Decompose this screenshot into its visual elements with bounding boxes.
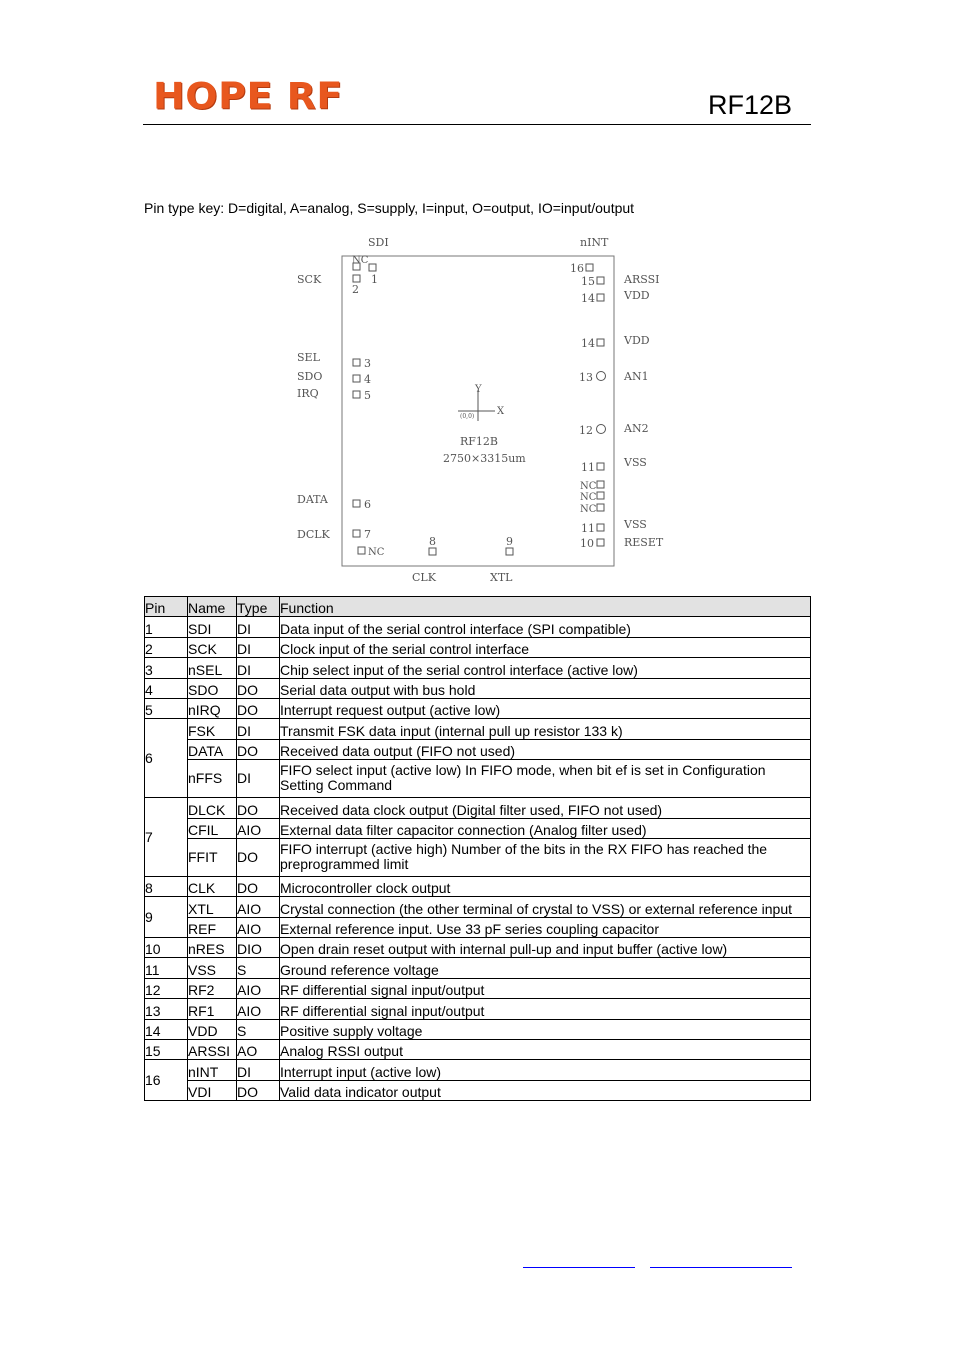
header-function: Function [280, 597, 811, 617]
cell-name: SDO [188, 678, 237, 698]
label-sck: SCK [297, 273, 322, 286]
cell-function: External data filter capacitor connection (Analog filter used) [280, 818, 811, 838]
cell-pin: 6 [145, 719, 188, 798]
cell-type: DIO [237, 938, 280, 958]
cell-pin: 3 [145, 658, 188, 678]
pad-2 [353, 275, 360, 282]
cell-type: DO [237, 838, 280, 876]
cell-name: nIRQ [188, 698, 237, 718]
pad-13 [597, 372, 606, 381]
pad-7 [353, 530, 360, 537]
cell-function: Interrupt request output (active low) [280, 698, 811, 718]
table-row [145, 678, 811, 698]
cell-type: DO [237, 1080, 280, 1100]
header-rule [143, 124, 811, 125]
cell-name: nSEL [188, 658, 237, 678]
label-clk: CLK [412, 571, 436, 584]
pad-nc-r2 [597, 492, 604, 499]
document-title: RF12B [707, 90, 792, 120]
cell-type: DO [237, 678, 280, 698]
pad-nc-bottom [358, 547, 365, 554]
label-reset: RESET [624, 536, 664, 549]
label-vdd-1: VDD [624, 289, 650, 302]
label-sdo: SDO [297, 370, 323, 383]
pin-number-14a: 14 [581, 292, 595, 305]
cell-type: AIO [237, 917, 280, 937]
pad-10 [597, 539, 604, 546]
pad-nc-r1 [597, 481, 604, 488]
table-row [145, 917, 811, 937]
cell-type: DO [237, 739, 280, 759]
axis-x-label: X [497, 406, 505, 417]
table-row [145, 658, 811, 678]
cell-pin: 12 [145, 978, 188, 998]
label-xtl: XTL [490, 571, 513, 584]
pad-9 [506, 548, 513, 555]
table-row [145, 798, 811, 818]
cell-function: Open drain reset output with internal pull-up and input buffer (active low) [280, 938, 811, 958]
cell-pin: 14 [145, 1019, 188, 1039]
pad-4 [353, 375, 360, 382]
cell-function: Interrupt input (active low) [280, 1060, 811, 1080]
label-data: DATA [297, 493, 328, 506]
cell-name: CFIL [188, 818, 237, 838]
footer-link-2[interactable] [650, 1267, 792, 1268]
cell-name: FFIT [188, 838, 237, 876]
label-vss-1: VSS [624, 456, 647, 469]
pin-number-7: 7 [364, 528, 371, 541]
table-row [145, 698, 811, 718]
cell-type: DO [237, 798, 280, 818]
pin-table [144, 596, 811, 1101]
table-row [145, 978, 811, 998]
cell-name: VDD [188, 1019, 237, 1039]
label-vdd-2: VDD [624, 334, 650, 347]
cell-function: Serial data output with bus hold [280, 678, 811, 698]
table-row [145, 739, 811, 759]
cell-function: RF differential signal input/output [280, 999, 811, 1019]
pin-number-3: 3 [364, 357, 371, 370]
cell-type: AIO [237, 897, 280, 917]
table-row [145, 838, 811, 876]
cell-pin: 9 [145, 897, 188, 938]
cell-type: DI [237, 658, 280, 678]
table-row [145, 1060, 811, 1080]
table-row [145, 876, 811, 896]
cell-name: VSS [188, 958, 237, 978]
table-row [145, 1019, 811, 1039]
table-row [145, 938, 811, 958]
pad-11b [597, 524, 604, 531]
table-header-row [145, 597, 811, 617]
cell-name: RF2 [188, 978, 237, 998]
cell-type: DI [237, 760, 280, 798]
cell-type: DI [237, 617, 280, 637]
pin-type-key: Pin type key: D=digital, A=analog, S=supply, I=input, O=output, IO=input/output [144, 200, 635, 216]
cell-pin: 10 [145, 938, 188, 958]
cell-name: XTL [188, 897, 237, 917]
cell-function: Valid data indicator output [280, 1080, 811, 1100]
cell-function: External reference input. Use 33 pF series coupling capacitor [280, 917, 811, 937]
table-row [145, 818, 811, 838]
label-vss-2: VSS [624, 518, 647, 531]
pad-nc-r3 [597, 504, 604, 511]
table-row [145, 1040, 811, 1060]
cell-name: RF1 [188, 999, 237, 1019]
header-pin: Pin [145, 597, 188, 617]
pin-number-12: 12 [579, 424, 593, 437]
table-row [145, 1080, 811, 1100]
pin-number-13: 13 [579, 371, 593, 384]
pin-number-6: 6 [364, 498, 371, 511]
cell-function: RF differential signal input/output [280, 978, 811, 998]
pad-16 [586, 264, 593, 271]
label-an1: AN1 [624, 370, 649, 383]
cell-pin: 2 [145, 637, 188, 657]
cell-function: Data input of the serial control interface (SPI compatible) [280, 617, 811, 637]
pin-number-11a: 11 [581, 461, 595, 474]
cell-function: Received data clock output (Digital filter used, FIFO not used) [280, 798, 811, 818]
cell-name: nRES [188, 938, 237, 958]
cell-pin: 5 [145, 698, 188, 718]
pin-number-1: 1 [371, 273, 378, 286]
cell-function: Analog RSSI output [280, 1040, 811, 1060]
cell-pin: 11 [145, 958, 188, 978]
cell-type: S [237, 958, 280, 978]
pad-15 [597, 277, 604, 284]
pad-12 [597, 425, 606, 434]
cell-name: SDI [188, 617, 237, 637]
cell-function: Received data output (FIFO not used) [280, 739, 811, 759]
chip-size: 2750×3315um [443, 452, 526, 465]
cell-type: AIO [237, 818, 280, 838]
cell-type: DI [237, 719, 280, 739]
pin-number-15: 15 [581, 275, 595, 288]
nc-label-r2: NC [580, 492, 597, 503]
label-irq: IRQ [297, 387, 319, 400]
cell-function: Positive supply voltage [280, 1019, 811, 1039]
cell-name: nINT [188, 1060, 237, 1080]
pad-5 [353, 391, 360, 398]
pin-number-9: 9 [506, 535, 513, 548]
table-row [145, 719, 811, 739]
cell-function: Microcontroller clock output [280, 876, 811, 896]
pad-14b [597, 339, 604, 346]
cell-type: DO [237, 876, 280, 896]
cell-function: Ground reference voltage [280, 958, 811, 978]
cell-name: REF [188, 917, 237, 937]
cell-type: S [237, 1019, 280, 1039]
cell-pin: 1 [145, 617, 188, 637]
pin-diagram [290, 232, 670, 592]
pad-1 [369, 264, 376, 271]
cell-function: FIFO select input (active low) In FIFO mode, when bit ef is set in Configuration Setting Command [280, 760, 811, 798]
cell-pin: 8 [145, 876, 188, 896]
table-row [145, 617, 811, 637]
cell-function: Clock input of the serial control interface [280, 637, 811, 657]
label-sdi: SDI [368, 236, 389, 249]
pad-11a [597, 463, 604, 470]
nc-label-top: NC [352, 255, 369, 266]
cell-pin: 15 [145, 1040, 188, 1060]
cell-type: AIO [237, 999, 280, 1019]
label-an2: AN2 [624, 422, 649, 435]
table-row [145, 637, 811, 657]
cell-name: SCK [188, 637, 237, 657]
pin-number-2: 2 [352, 283, 359, 296]
cell-name: DATA [188, 739, 237, 759]
cell-function: Crystal connection (the other terminal of crystal to VSS) or external reference input [280, 897, 811, 917]
pin-number-8: 8 [429, 535, 436, 548]
brand-logo: HOPE RF [153, 75, 343, 117]
cell-name: DLCK [188, 798, 237, 818]
cell-pin: 13 [145, 999, 188, 1019]
pin-number-10: 10 [580, 537, 594, 550]
cell-name: nFFS [188, 760, 237, 798]
cell-name: ARSSI [188, 1040, 237, 1060]
nc-label-bottom: NC [368, 547, 385, 558]
cell-function: FIFO interrupt (active high) Number of the bits in the RX FIFO has reached the preprogrammed limit [280, 838, 811, 876]
cell-type: AO [237, 1040, 280, 1060]
table-row [145, 897, 811, 917]
table-row [145, 760, 811, 798]
header-name: Name [188, 597, 237, 617]
cell-pin: 4 [145, 678, 188, 698]
header-type: Type [237, 597, 280, 617]
label-nint: nINT [580, 236, 609, 249]
cell-type: DI [237, 637, 280, 657]
cell-name: VDI [188, 1080, 237, 1100]
nc-label-r1: NC [580, 481, 597, 492]
pin-number-5: 5 [364, 389, 371, 402]
cell-pin: 16 [145, 1060, 188, 1101]
label-dclk: DCLK [297, 528, 330, 541]
pin-number-11b: 11 [581, 522, 595, 535]
cell-type: AIO [237, 978, 280, 998]
cell-name: FSK [188, 719, 237, 739]
pad-14a [597, 294, 604, 301]
axis-y-label: Y [475, 384, 482, 395]
nc-label-r3: NC [580, 504, 597, 515]
table-row [145, 999, 811, 1019]
cell-type: DO [237, 698, 280, 718]
chip-name: RF12B [460, 435, 498, 448]
cell-function: Transmit FSK data input (internal pull up resistor 133 k) [280, 719, 811, 739]
table-row [145, 958, 811, 978]
cell-name: CLK [188, 876, 237, 896]
footer-link-1[interactable] [523, 1267, 635, 1268]
pad-3 [353, 359, 360, 366]
pin-number-4: 4 [364, 373, 371, 386]
label-arssi: ARSSI [624, 273, 660, 286]
pad-8 [429, 548, 436, 555]
label-sel: SEL [297, 351, 320, 364]
cell-function: Chip select input of the serial control interface (active low) [280, 658, 811, 678]
cell-pin: 7 [145, 798, 188, 877]
pin-number-16: 16 [570, 262, 584, 275]
cell-type: DI [237, 1060, 280, 1080]
pad-6 [353, 500, 360, 507]
origin-label: (0,0) [460, 413, 475, 420]
pin-number-14b: 14 [581, 337, 595, 350]
